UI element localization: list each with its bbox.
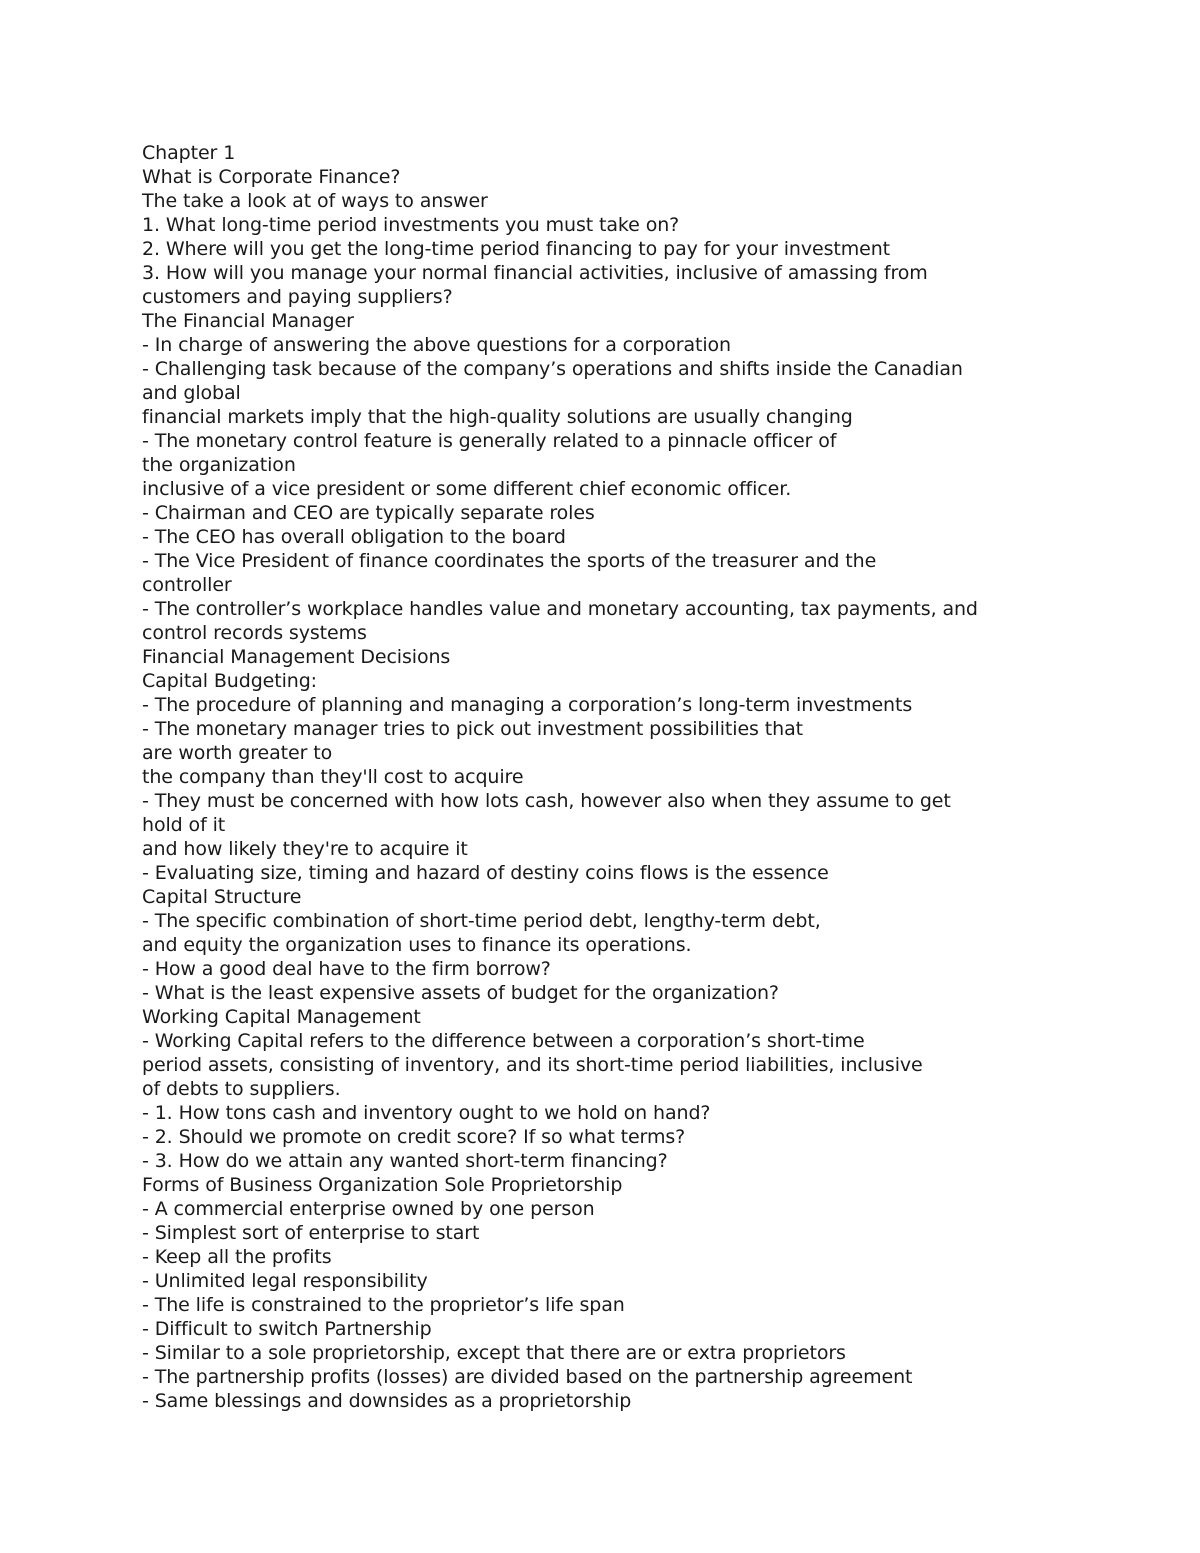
document-line: controller [142,574,232,596]
document-line: and how likely they're to acquire it [142,838,468,860]
document-line: - They must be concerned with how lots cash, however also when they assume to get [142,790,951,812]
document-line: - Chairman and CEO are typically separate roles [142,502,595,524]
document-line: - 1. How tons cash and inventory ought to we hold on hand? [142,1102,711,1124]
document-line: - Challenging task because of the company’s operations and shifts inside the Canadian [142,358,963,380]
document-line: the company than they'll cost to acquire [142,766,524,788]
document-line: - A commercial enterprise owned by one person [142,1198,595,1220]
document-line: - Unlimited legal responsibility [142,1270,428,1292]
document-line: customers and paying suppliers? [142,286,453,308]
document-line: - 2. Should we promote on credit score? If so what terms? [142,1126,686,1148]
document-line: 1. What long-time period investments you must take on? [142,214,680,236]
document-line: - Keep all the profits [142,1246,332,1268]
document-line: - What is the least expensive assets of budget for the organization? [142,982,779,1004]
document-line: - How a good deal have to the firm borrow? [142,958,551,980]
document-line: Financial Management Decisions [142,646,451,668]
document-line: The Financial Manager [142,310,354,332]
document-line: - The monetary control feature is generally related to a pinnacle officer of [142,430,837,452]
document-line: and global [142,382,241,404]
document-line: - The life is constrained to the proprietor’s life span [142,1294,625,1316]
document-line: - Same blessings and downsides as a proprietorship [142,1390,632,1412]
document-line: Working Capital Management [142,1006,421,1028]
document-line: inclusive of a vice president or some different chief economic officer. [142,478,792,500]
document-line: Chapter 1 [142,142,236,164]
document-line: - Difficult to switch Partnership [142,1318,432,1340]
document-line: period assets, consisting of inventory, and its short-time period liabilities, inclusive [142,1054,923,1076]
document-line: - The procedure of planning and managing a corporation’s long-term investments [142,694,913,716]
document-line: - The CEO has overall obligation to the board [142,526,566,548]
document-line: control records systems [142,622,367,644]
document-line: of debts to suppliers. [142,1078,341,1100]
document-line: - 3. How do we attain any wanted short-term financing? [142,1150,668,1172]
document-line: - The controller’s workplace handles value and monetary accounting, tax payments, and [142,598,978,620]
document-line: hold of it [142,814,226,836]
document-line: 2. Where will you get the long-time period financing to pay for your investment [142,238,891,260]
document-line: - In charge of answering the above questions for a corporation [142,334,731,356]
document-line: - The Vice President of finance coordinates the sports of the treasurer and the [142,550,877,572]
document-line: Capital Structure [142,886,302,908]
document-line: - Similar to a sole proprietorship, except that there are or extra proprietors [142,1342,846,1364]
document-line: What is Corporate Finance? [142,166,401,188]
document-line: - Simplest sort of enterprise to start [142,1222,480,1244]
document-line: - The partnership profits (losses) are divided based on the partnership agreement [142,1366,913,1388]
document-line: The take a look at of ways to answer [142,190,488,212]
document-line: are worth greater to [142,742,333,764]
document-line: the organization [142,454,296,476]
document-line: - Working Capital refers to the difference between a corporation’s short-time [142,1030,865,1052]
document-body [142,141,1142,1413]
document-line: - Evaluating size, timing and hazard of destiny coins flows is the essence [142,862,829,884]
document-line: Forms of Business Organization Sole Proprietorship [142,1174,623,1196]
document-line: Capital Budgeting: [142,670,317,692]
document-line: 3. How will you manage your normal financial activities, inclusive of amassing from [142,262,928,284]
document-line: and equity the organization uses to finance its operations. [142,934,692,956]
document-line: - The monetary manager tries to pick out investment possibilities that [142,718,803,740]
document-line: financial markets imply that the high-quality solutions are usually changing [142,406,853,428]
document-line: - The specific combination of short-time period debt, lengthy-term debt, [142,910,821,932]
